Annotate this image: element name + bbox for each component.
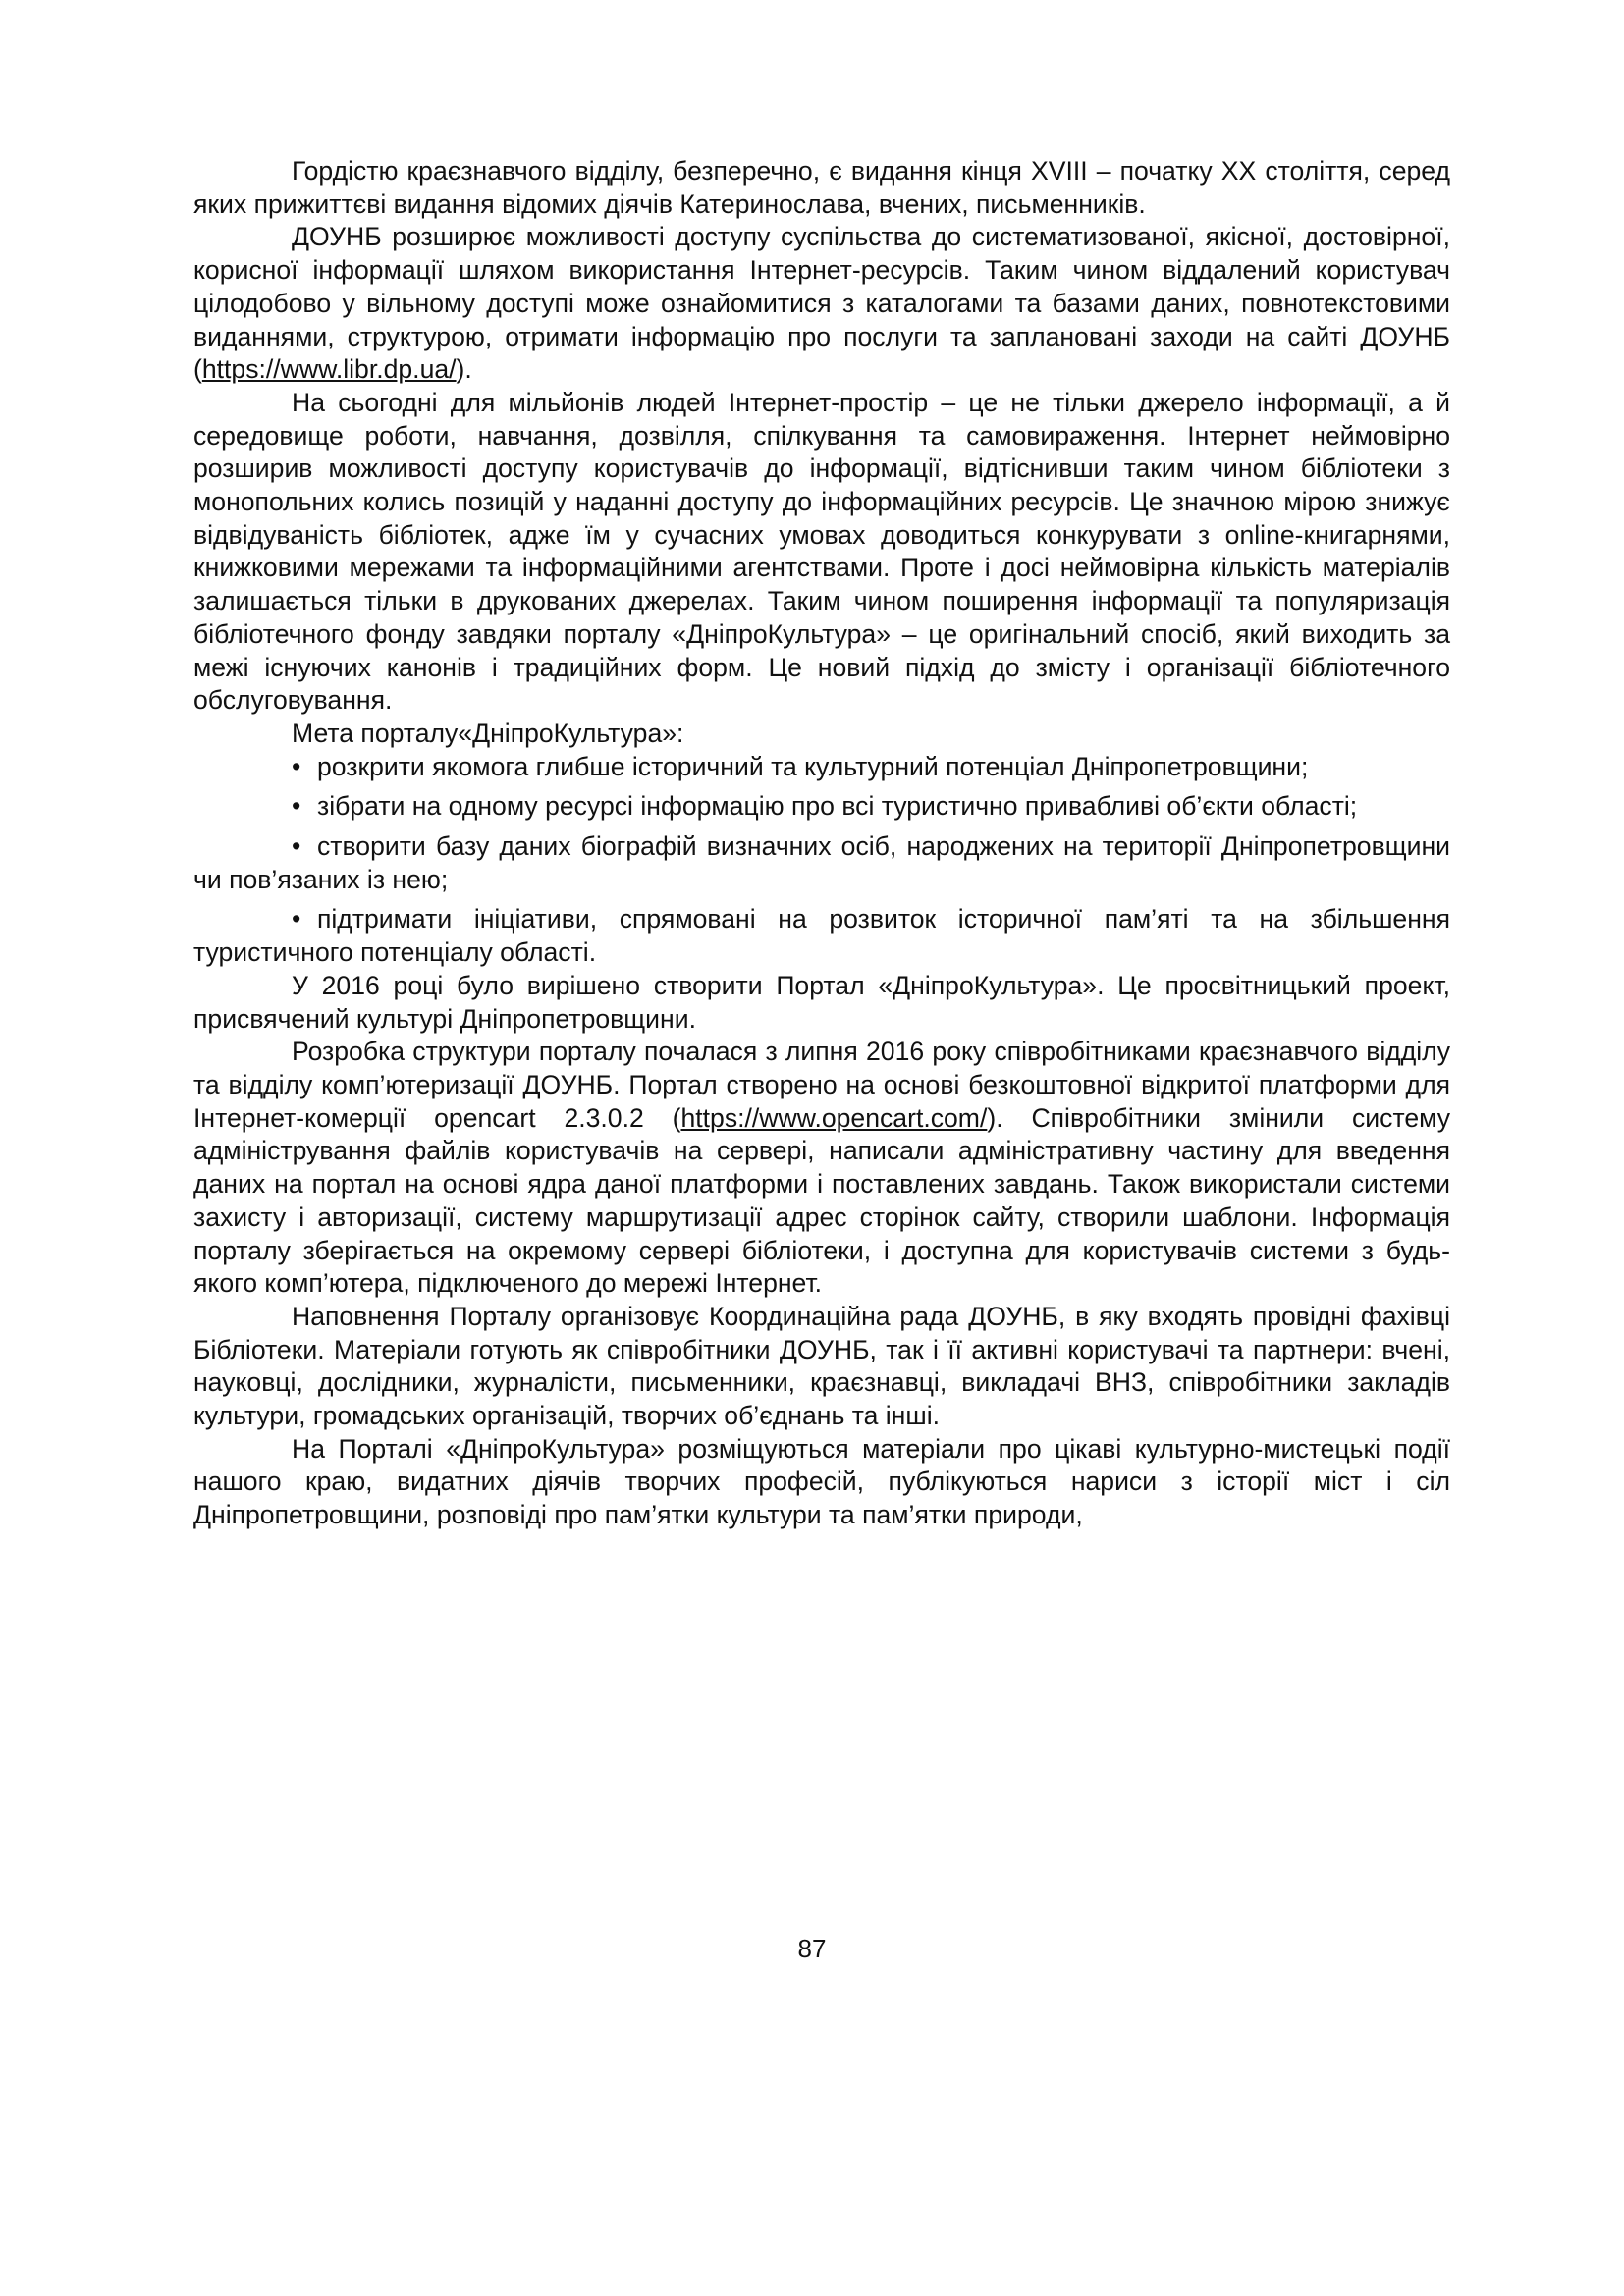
list-item — [193, 830, 1450, 896]
paragraph-portal-content: Наповнення Порталу організовує Координаційна рада ДОУНБ, в яку входять провідні фахівці Бібліотеки. Матеріали готують як співробітники ДОУНБ, так і її активні користувачі та партнери: вчені, науковці, дослідники, журналісти, письменники, краєзнавці, викладачі ВНЗ, співробітники закладів культури, громадських організацій, творчих об’єднань та інші. — [193, 1301, 1450, 1431]
list-item-text: зібрати на одному ресурсі інформацію про всі туристично привабливі об’єкти області; — [317, 791, 1358, 822]
list-item-text: розкрити якомога глибше історичний та культурний потенціал Дніпропетровщини; — [317, 751, 1309, 781]
paragraph-portal-development — [193, 1036, 1450, 1301]
bullet-icon: • — [292, 831, 301, 862]
list-item-text: підтримати ініціативи, спрямовані на розвиток історичної пам’яті та на збільшення туристичного потенціалу області. — [193, 904, 1450, 968]
bullet-icon: • — [292, 751, 301, 781]
library-site-link[interactable]: https://www.libr.dp.ua/ — [201, 354, 457, 385]
list-item — [193, 751, 1450, 784]
list-item — [193, 790, 1450, 824]
paragraph-text: Розробка структури порталу почалася з липня 2016 року співробітниками краєзнавчого відділу та відділу комп’ютеризації ДОУНБ. Портал створено на основі безкоштовної відкритої платформи для Інтернет-комерції opencart 2.3.0.2 ( — [193, 1037, 1450, 1133]
paragraph-text-end: ). — [456, 354, 472, 385]
paragraph-portal-created: У 2016 році було вирішено створити Портал «ДніпроКультура». Це просвітницький проект, присвячений культурі Дніпропетровщини. — [193, 970, 1450, 1034]
paragraph-internet-space: На сьогодні для мільйонів людей Інтернет-простір – це не тільки джерело інформації, а й середовище роботи, навчання, дозвілля, спілкування та самовираження. Інтернет неймовірно розширив можливості доступу користувачів до інформації, відтіснивши таким чином бібліотеки з монопольних колись позицій у наданні доступу до інформаційних ресурсів. Це значною мірою знижує відвідуваність бібліотек, адже їм у сучасних умовах доводиться конкурувати з online-книгарнями, книжковими мережами та інформаційними агентствами. Проте і досі неймовірна кількість матеріалів залишається тільки в друкованих джерелах. Таким чином поширення інформації та популяризація бібліотечного фонду завдяки порталу «ДніпроКультура» – це оригінальний спосіб, який виходить за межі існуючих канонів і традиційних форм. Це новий підхід до змісту і організації бібліотечного обслуговування. — [193, 387, 1450, 716]
paragraph-portal-goal: Мета порталу«ДніпроКультура»: — [292, 718, 684, 748]
bullet-icon: • — [292, 904, 301, 934]
page-body — [193, 155, 1450, 1532]
paragraph-heritage: Гордістю краєзнавчого відділу, безперечно, є видання кінця XVIII – початку XX століття, серед яких прижиттєві видання відомих діячів Катеринослава, вчених, письменників. — [193, 156, 1450, 219]
page-number: 87 — [797, 1934, 827, 1963]
paragraph-internet-resources — [193, 221, 1450, 387]
goals-list — [193, 751, 1450, 970]
list-item-text: створити базу даних біографій визначних осіб, народжених на території Дніпропетровщини чи пов’язаних із нею; — [193, 831, 1450, 894]
paragraph-text-end: ). Співробітники змінили систему адміністрування файлів користувачів на сервері, написали адміністративну частину для введення даних на портал на основі ядра даної платформи і поставлених завдань. Також використали системи захисту і авторизації, систему маршрутизації адрес сторінок сайту, створили шаблони. Інформація порталу зберігається на окремому сервері бібліотеки, і доступна для користувачів системи з будь-якого комп’ютера, підключеного до мережі Інтернет. — [193, 1102, 1450, 1299]
bullet-icon: • — [292, 791, 301, 822]
paragraph-portal-materials: На Порталі «ДніпроКультура» розміщуються матеріали про цікаві культурно-мистецькі події нашого краю, видатних діячів творчих професій, публікуються нариси з історії міст і сіл Дніпропетровщини, розповіді про пам’ятки культури та пам’ятки природи, — [193, 1433, 1450, 1530]
list-item — [193, 903, 1450, 969]
paragraph-text: ДОУНБ розширює можливості доступу суспільства до систематизованої, якісної, достовірної, корисної інформації шляхом використання Інтернет-ресурсів. Таким чином віддалений користувач цілодобово у вільному доступі може ознайомитися з каталогами та базами даних, повнотекстовими виданнями, структурою, отримати інформацію про послуги та заплановані заходи на сайті ДОУНБ ( — [193, 222, 1450, 385]
opencart-link[interactable]: https://www.opencart.com/ — [680, 1102, 988, 1133]
